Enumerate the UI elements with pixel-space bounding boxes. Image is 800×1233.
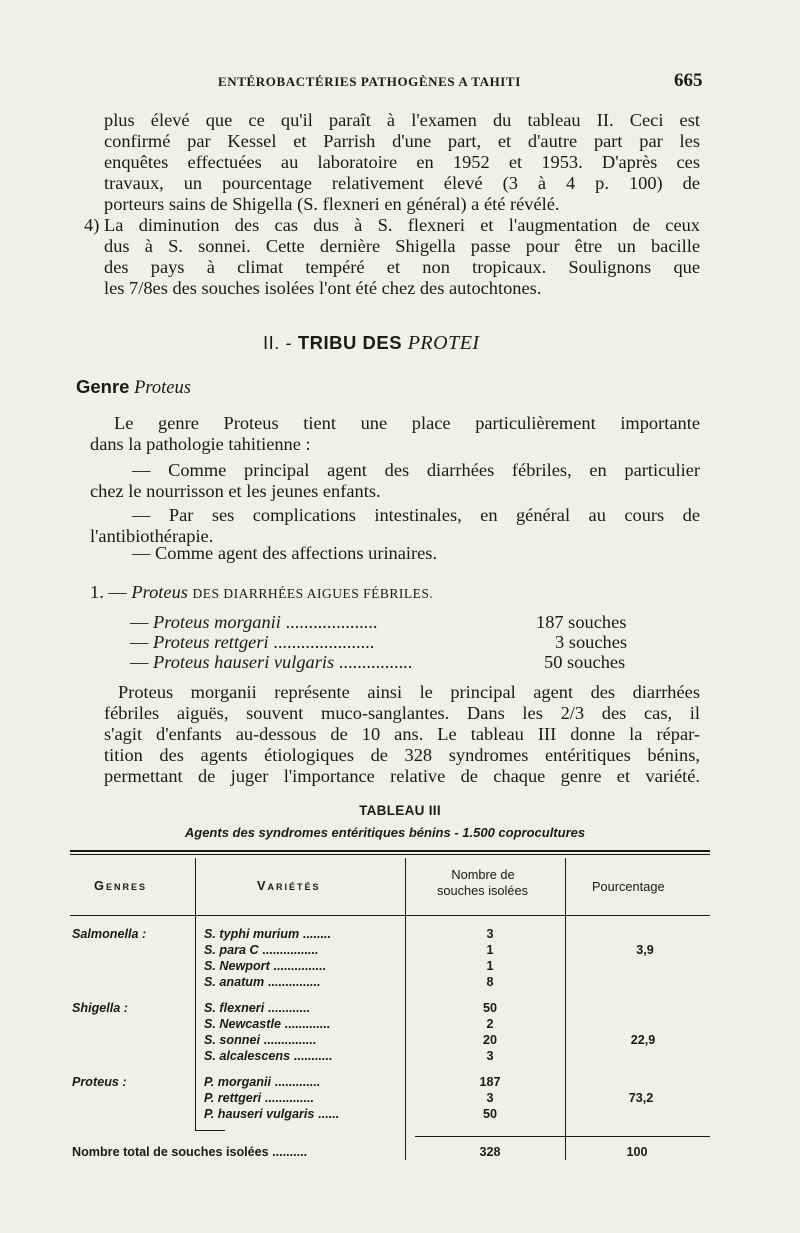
page-number: 665 [674, 70, 703, 91]
genre-cell: Salmonella : [72, 927, 147, 941]
variety-cell [204, 1001, 310, 1015]
genre-cell: Shigella : [72, 1001, 128, 1015]
count-cell: 1 [486, 943, 494, 957]
text-line: — Comme agent des affections urinaires. [132, 543, 438, 563]
text-line: — Par ses complications intestinales, en général au cours de [132, 505, 700, 525]
variety-cell [204, 975, 320, 989]
col-header-nombre-line1: Nombre de [451, 867, 515, 882]
dash-item [132, 543, 692, 564]
text-line: travaux, un pourcentage relativement élevé (3 à 4 p. 100) de [104, 173, 700, 193]
text-line: — Comme principal agent des diarrhées fébriles, en particulier [132, 460, 700, 480]
genre-heading [76, 376, 191, 399]
percent-cell: 22,9 [630, 1033, 656, 1047]
variety-cell [204, 1091, 314, 1105]
section-title-italic: PROTEI [407, 332, 480, 354]
table-total-rule [415, 1136, 710, 1137]
genre-label: Genre [76, 376, 130, 397]
text-line: les 7/8es des souches isolées l'ont été chez des autochtones. [104, 278, 542, 298]
variety-name: S. anatum [204, 975, 265, 989]
text-line: Le genre Proteus tient une place particulièrement importante [114, 413, 700, 433]
total-label: Nombre total de souches isolées [72, 1145, 269, 1159]
table-subtitle: Agents des syndromes entéritiques bénins - 1.500 coprocultures [184, 825, 586, 840]
subsection-heading [90, 582, 433, 603]
species-name: Proteus rettgeri [153, 632, 269, 652]
variety-cell [204, 1075, 320, 1089]
leader-dots: ............. [274, 1075, 320, 1089]
species-dash: — [130, 612, 149, 632]
species-item [130, 632, 628, 653]
species-dash: — [130, 652, 149, 672]
text-line: fébriles aiguës, souvent muco-sanglantes. Dans les 2/3 des cas, il [104, 703, 700, 723]
count-cell: 20 [482, 1033, 497, 1047]
text-line: dans la pathologie tahitienne : [90, 434, 311, 454]
variety-cell [204, 1017, 330, 1031]
leader-dots: ............... [263, 1033, 316, 1047]
count-cell: 8 [486, 975, 494, 989]
leader-dots: ...................... [273, 632, 375, 652]
variety-cell [204, 927, 331, 941]
genre-name: Proteus [134, 378, 191, 398]
variety-name: P. hauseri vulgaris [204, 1107, 315, 1121]
species-item [130, 612, 627, 633]
intro-paragraph [90, 413, 700, 455]
leader-dots: ............... [273, 959, 326, 973]
leader-dots: .................... [285, 612, 378, 632]
leader-dots: ............... [267, 975, 321, 989]
count-cell: 3 [486, 1091, 494, 1105]
count-cell: 187 [479, 1075, 501, 1089]
section-heading [263, 332, 480, 355]
paragraph-proteus-morganii [104, 682, 700, 787]
running-head [0, 70, 800, 94]
variety-name: S. alcalescens [204, 1049, 291, 1063]
table-vrule [565, 858, 566, 1160]
genre-cell: Proteus : [72, 1075, 127, 1089]
table-top-rule-2 [70, 854, 710, 855]
paragraph-continuation [104, 110, 700, 215]
variety-cell [204, 959, 326, 973]
leader-dots: ...... [317, 1107, 339, 1121]
text-line: Proteus morganii représente ainsi le principal agent des diarrhées [118, 682, 700, 702]
variety-name: P. rettgeri [204, 1091, 262, 1105]
table-header-rule [70, 915, 710, 916]
col-header-nombre-line2: souches isolées [436, 883, 529, 898]
species-count: 50 souches [544, 652, 626, 672]
dash-item [90, 460, 700, 502]
total-label-cell [72, 1145, 307, 1159]
text-line: l'antibiothérapie. [90, 526, 214, 546]
section-number: II. - [263, 332, 293, 353]
text-line: La diminution des cas dus à S. flexneri et l'augmentation de ceux [104, 215, 700, 235]
leader-dots: ........ [302, 927, 331, 941]
running-title: ENTÉROBACTÉRIES PATHOGÈNES A TAHITI [218, 74, 521, 89]
variety-name: S. typhi murium [204, 927, 300, 941]
subsection-number: 1. — [90, 582, 127, 602]
variety-cell [204, 943, 318, 957]
percent-cell: 3,9 [636, 943, 654, 957]
species-item [130, 652, 626, 673]
text-line: des pays à climat tempéré et non tropicaux. Soulignons que [104, 257, 700, 277]
count-cell: 1 [486, 959, 494, 973]
col-header-genres: Genres [94, 878, 147, 893]
text-line: permettant de juger l'importance relative de chaque genre et variété. [104, 766, 700, 786]
text-line: chez le nourrisson et les jeunes enfants. [90, 481, 381, 501]
table-vrule [195, 858, 196, 1130]
leader-dots: .......... [272, 1145, 308, 1159]
species-count: 187 souches [536, 612, 627, 632]
col-header-varietes: Variétés [257, 878, 321, 893]
total-count: 328 [479, 1145, 501, 1159]
variety-name: S. flexneri [204, 1001, 265, 1015]
total-percent: 100 [626, 1145, 648, 1159]
table-vrule [405, 858, 406, 1160]
variety-name: S. sonnei [204, 1033, 260, 1047]
leader-dots: ................ [262, 943, 319, 957]
text-line: tition des agents étiologiques de 328 syndromes entéritiques bénins, [104, 745, 700, 765]
species-count: 3 souches [555, 632, 628, 652]
table-vrule-foot [195, 1130, 225, 1131]
leader-dots: .............. [264, 1091, 314, 1105]
text-line: dus à S. sonnei. Cette dernière Shigella passe pour être un bacille [104, 236, 700, 256]
section-title: TRIBU DES [297, 332, 403, 353]
subsection-title: DES DIARRHÉES AIGUES FÉBRILES. [192, 586, 434, 601]
count-cell: 3 [486, 1049, 494, 1063]
text-line: s'agit d'enfants au-dessous de 10 ans. Le tableau III donne la répar- [104, 724, 700, 744]
variety-name: S. Newport [204, 959, 270, 973]
species-dash: — [130, 632, 149, 652]
species-name: Proteus hauseri vulgaris [153, 652, 335, 672]
leader-dots: ........... [293, 1049, 333, 1063]
dash-item [90, 505, 700, 547]
count-cell: 50 [482, 1107, 497, 1121]
count-cell: 2 [486, 1017, 494, 1031]
variety-name: S. para C [204, 943, 259, 957]
variety-cell [204, 1107, 339, 1121]
variety-cell [204, 1049, 332, 1063]
leader-dots: ................ [338, 652, 413, 672]
table-top-rule [70, 850, 710, 852]
variety-name: P. morganii [204, 1075, 271, 1089]
variety-cell [204, 1033, 316, 1047]
count-cell: 50 [482, 1001, 497, 1015]
species-name: Proteus morganii [153, 612, 281, 632]
text-line: porteurs sains de Shigella (S. flexneri en général) a été révélé. [104, 194, 560, 214]
leader-dots: ............. [284, 1017, 331, 1031]
point-number: 4) [84, 215, 100, 235]
subsection-genus: Proteus [131, 582, 188, 602]
text-line: plus élevé que ce qu'il paraît à l'examen du tableau II. Ceci est [104, 110, 700, 130]
text-line: confirmé par Kessel et Parrish d'une part, et d'autre part par les [104, 131, 700, 151]
text-line: enquêtes effectuées au laboratoire en 1952 et 1953. D'après ces [104, 152, 700, 172]
percent-cell: 73,2 [628, 1091, 654, 1105]
leader-dots: ............ [267, 1001, 310, 1015]
count-cell: 3 [486, 927, 494, 941]
table-title: TABLEAU III [359, 803, 441, 818]
col-header-pourcentage: Pourcentage [592, 879, 665, 894]
variety-name: S. Newcastle [204, 1017, 282, 1031]
